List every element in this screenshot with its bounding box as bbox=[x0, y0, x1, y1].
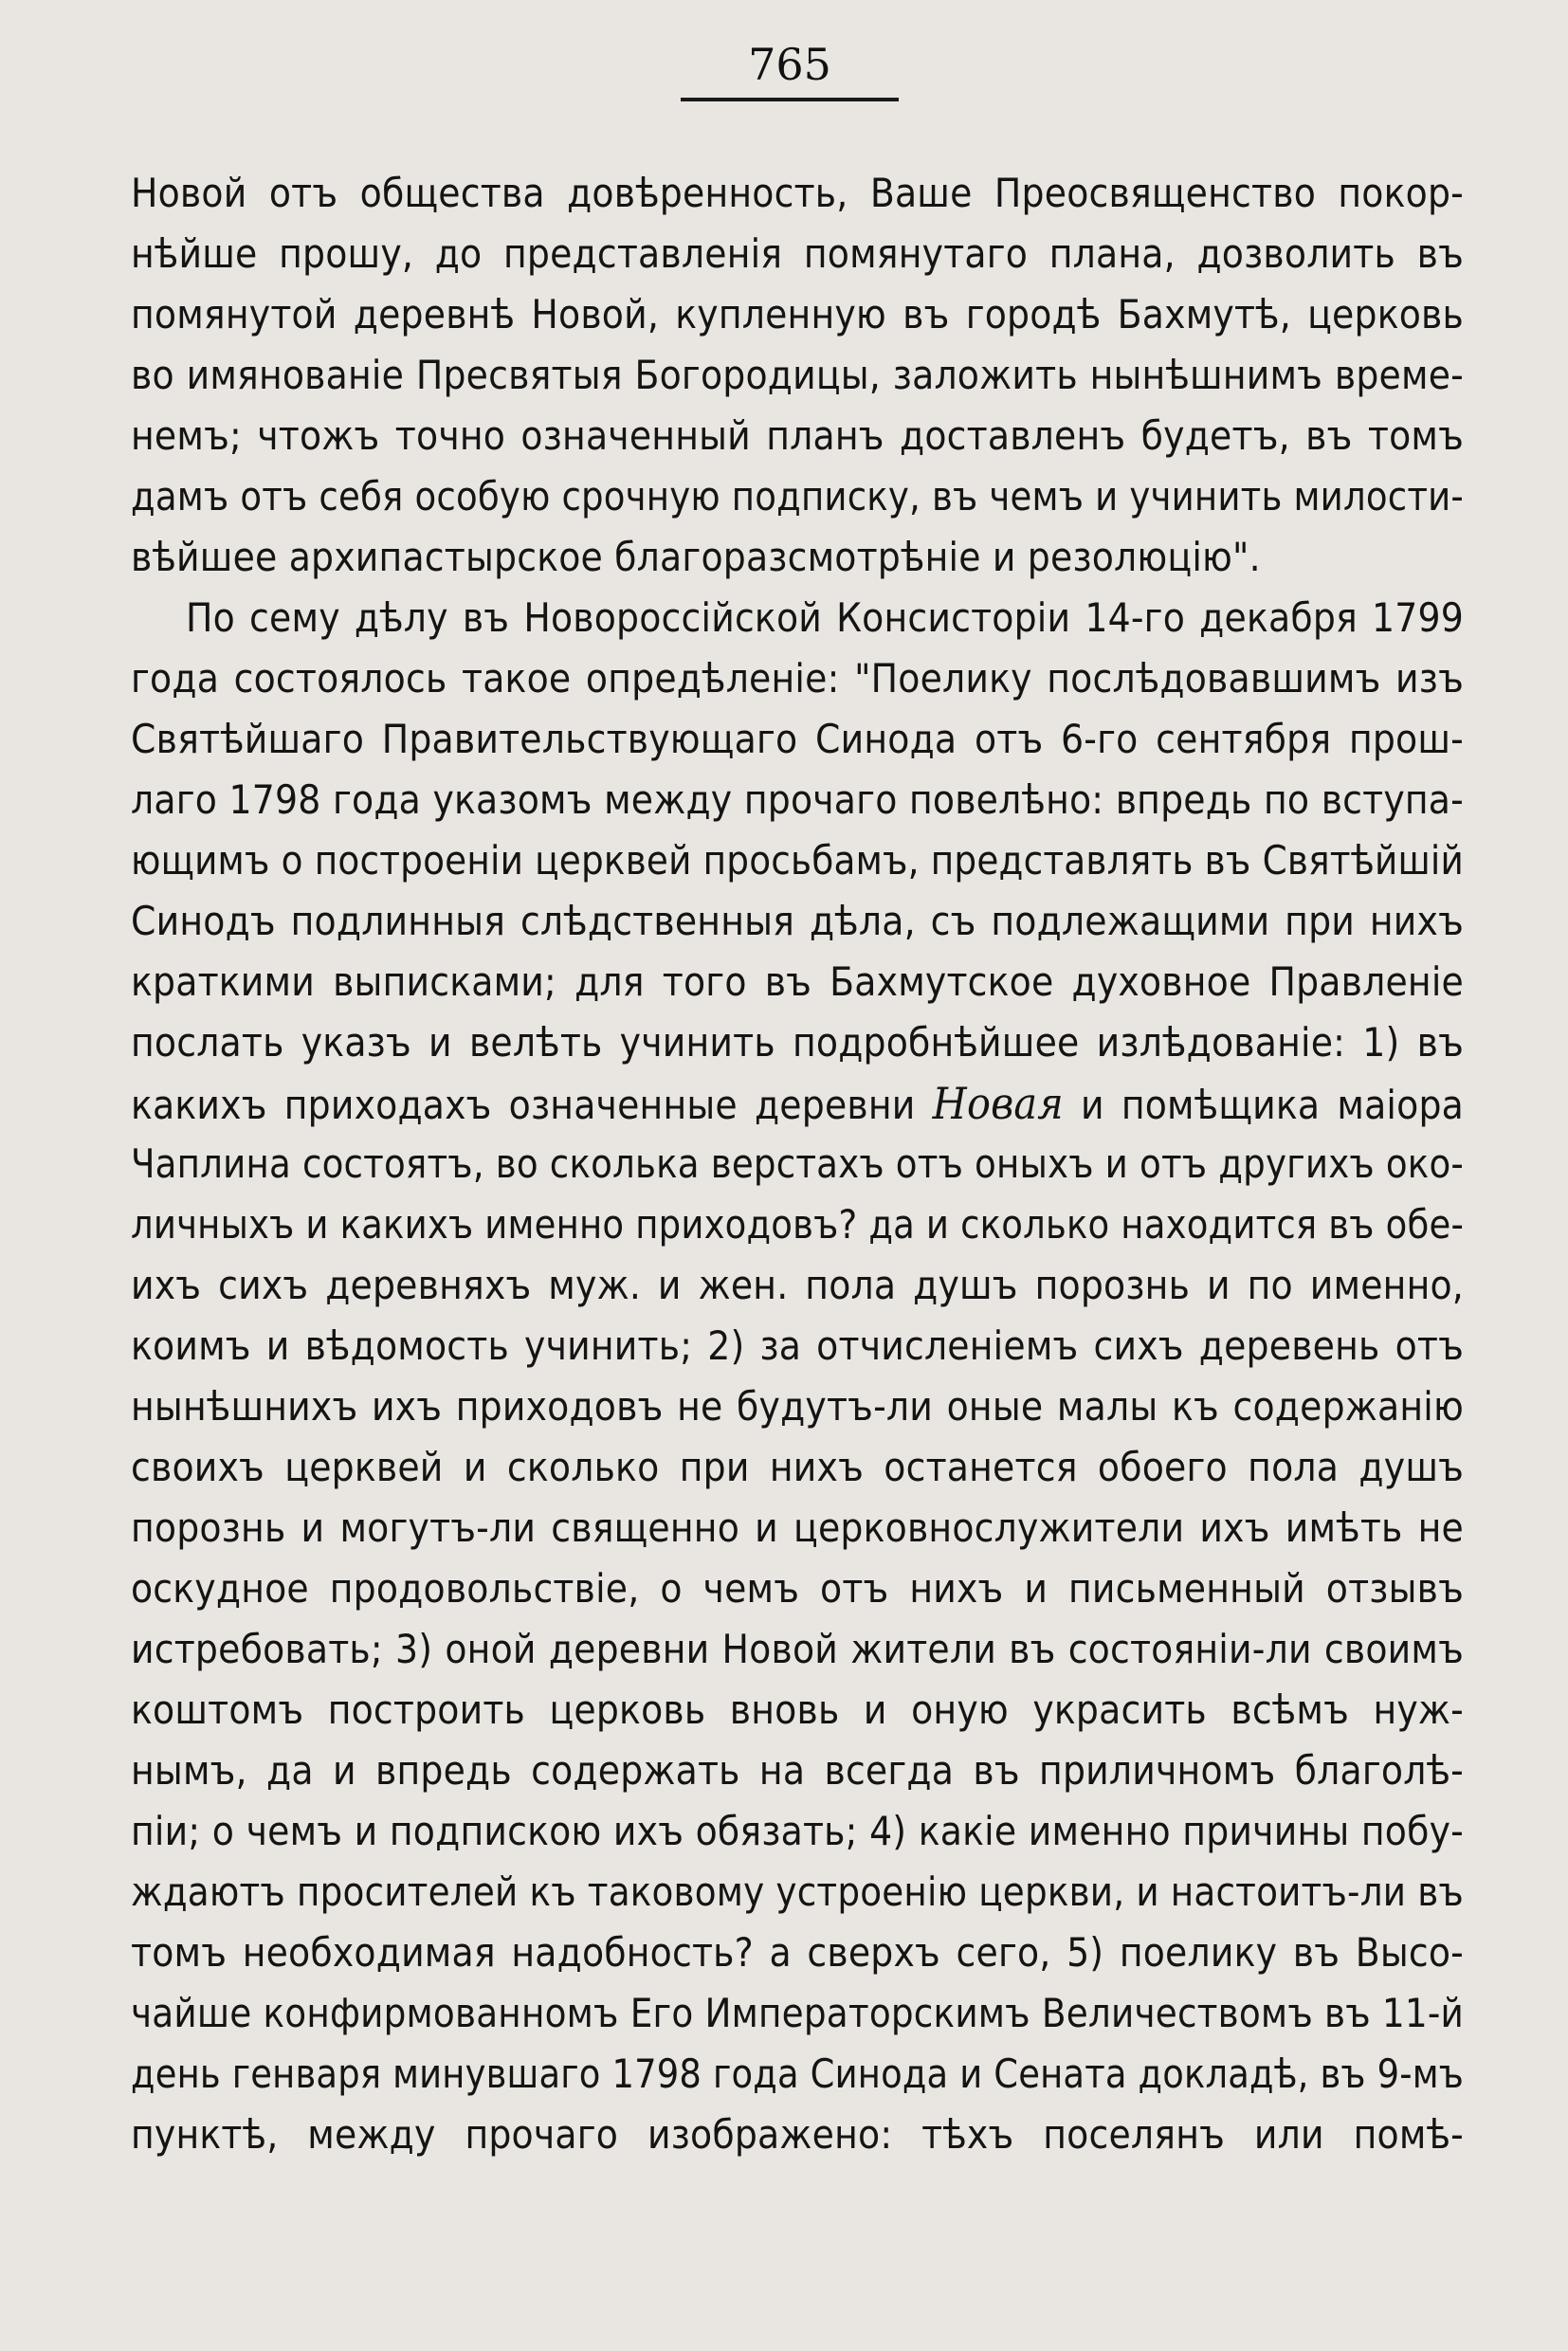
text-line: коимъ и вѣдомость учинить; 2) за отчисленіемъ сихъ деревень отъ bbox=[131, 1322, 1464, 1369]
text-line: порознь и могутъ-ли священно и церковнослужители ихъ имѣть не bbox=[131, 1504, 1464, 1551]
text-line: личныхъ и какихъ именно приходовъ? да и сколько находится въ обе- bbox=[131, 1201, 1464, 1248]
text-line: лаго 1798 года указомъ между прочаго повелѣно: впредь по вступа- bbox=[131, 776, 1464, 823]
paragraph-first-line: По сему дѣлу въ Новороссійской Консисторіи 14-го декабря 1799 bbox=[186, 594, 1464, 641]
text-line: піи; о чемъ и подпискою ихъ обязать; 4) какіе именно причины побу- bbox=[131, 1808, 1464, 1854]
text-line: вѣйшее архипастырское благоразсмотрѣніе и резолюцію". bbox=[131, 534, 1261, 580]
text-line: дамъ отъ себя особую срочную подписку, въ чемъ и учинить милости- bbox=[131, 473, 1464, 519]
page-number-underline bbox=[681, 98, 899, 101]
text-line: Новой отъ общества довѣренность, Ваше Преосвященство покор- bbox=[131, 170, 1464, 216]
text-line: Святѣйшаго Правительствующаго Синода отъ 6-го сентября прош- bbox=[131, 716, 1464, 762]
text-segment: какихъ приходахъ означенные деревни bbox=[131, 1082, 916, 1128]
text-line: во имянованіе Пресвятыя Богородицы, заложить нынѣшнимъ време- bbox=[131, 352, 1464, 398]
text-line: истребовать; 3) оной деревни Новой жители въ состояніи-ли своимъ bbox=[131, 1626, 1464, 1672]
text-line: ихъ сихъ деревняхъ муж. и жен. пола душъ порознь и по именно, bbox=[131, 1262, 1464, 1308]
text-line: день генваря минувшаго 1798 года Синода и Сената докладѣ, въ 9-мъ bbox=[131, 2050, 1464, 2097]
text-line: коштомъ построить церковь вновь и оную украсить всѣмъ нуж- bbox=[131, 1686, 1464, 1733]
emphasized-word: Новая bbox=[932, 1078, 1064, 1129]
body-text bbox=[131, 163, 1464, 2305]
text-line: Чаплина состоятъ, во сколька верстахъ отъ оныхъ и отъ другихъ око- bbox=[131, 1140, 1464, 1187]
text-line-with-emphasis bbox=[131, 1073, 1464, 1134]
text-line: помянутой деревнѣ Новой, купленную въ городѣ Бахмутѣ, церковь bbox=[131, 291, 1464, 337]
text-line: немъ; чтожъ точно означенный планъ доставленъ будетъ, въ томъ bbox=[131, 412, 1464, 459]
text-line: ждаютъ просителей къ таковому устроенію церкви, и настоитъ-ли въ bbox=[131, 1868, 1464, 1915]
page-number: 765 bbox=[748, 39, 831, 90]
text-line: чайше конфирмованномъ Его Императорскимъ Величествомъ въ 11-й bbox=[131, 1990, 1464, 2036]
text-line: краткими выписками; для того въ Бахмутское духовное Правленіе bbox=[131, 958, 1464, 1005]
text-segment: и помѣщика маіора bbox=[1080, 1082, 1464, 1128]
text-line: пунктѣ, между прочаго изображено: тѣхъ поселянъ или помѣ- bbox=[131, 2111, 1464, 2158]
text-line: своихъ церквей и сколько при нихъ останется обоего пола душъ bbox=[131, 1444, 1464, 1490]
text-line: оскудное продовольствіе, о чемъ отъ нихъ и письменный отзывъ bbox=[131, 1565, 1464, 1612]
text-line: томъ необходимая надобность? а сверхъ сего, 5) поелику въ Высо- bbox=[131, 1929, 1464, 1976]
text-line: Синодъ подлинныя слѣдственныя дѣла, съ подлежащими при нихъ bbox=[131, 898, 1464, 944]
text-line: послать указъ и велѣть учинить подробнѣйшее излѣдованіе: 1) въ bbox=[131, 1019, 1464, 1066]
text-line: нымъ, да и впредь содержать на всегда въ приличномъ благолѣ- bbox=[131, 1747, 1464, 1794]
text-line: нынѣшнихъ ихъ приходовъ не будутъ-ли оные малы къ содержанію bbox=[131, 1383, 1464, 1430]
text-line: года состоялось такое опредѣленіе: "Поелику послѣдовавшимъ изъ bbox=[131, 655, 1464, 702]
text-line: нѣйше прошу, до представленія помянутаго плана, дозволить въ bbox=[131, 230, 1464, 277]
text-line: ющимъ о построеніи церквей просьбамъ, представлять въ Святѣйшій bbox=[131, 837, 1464, 884]
